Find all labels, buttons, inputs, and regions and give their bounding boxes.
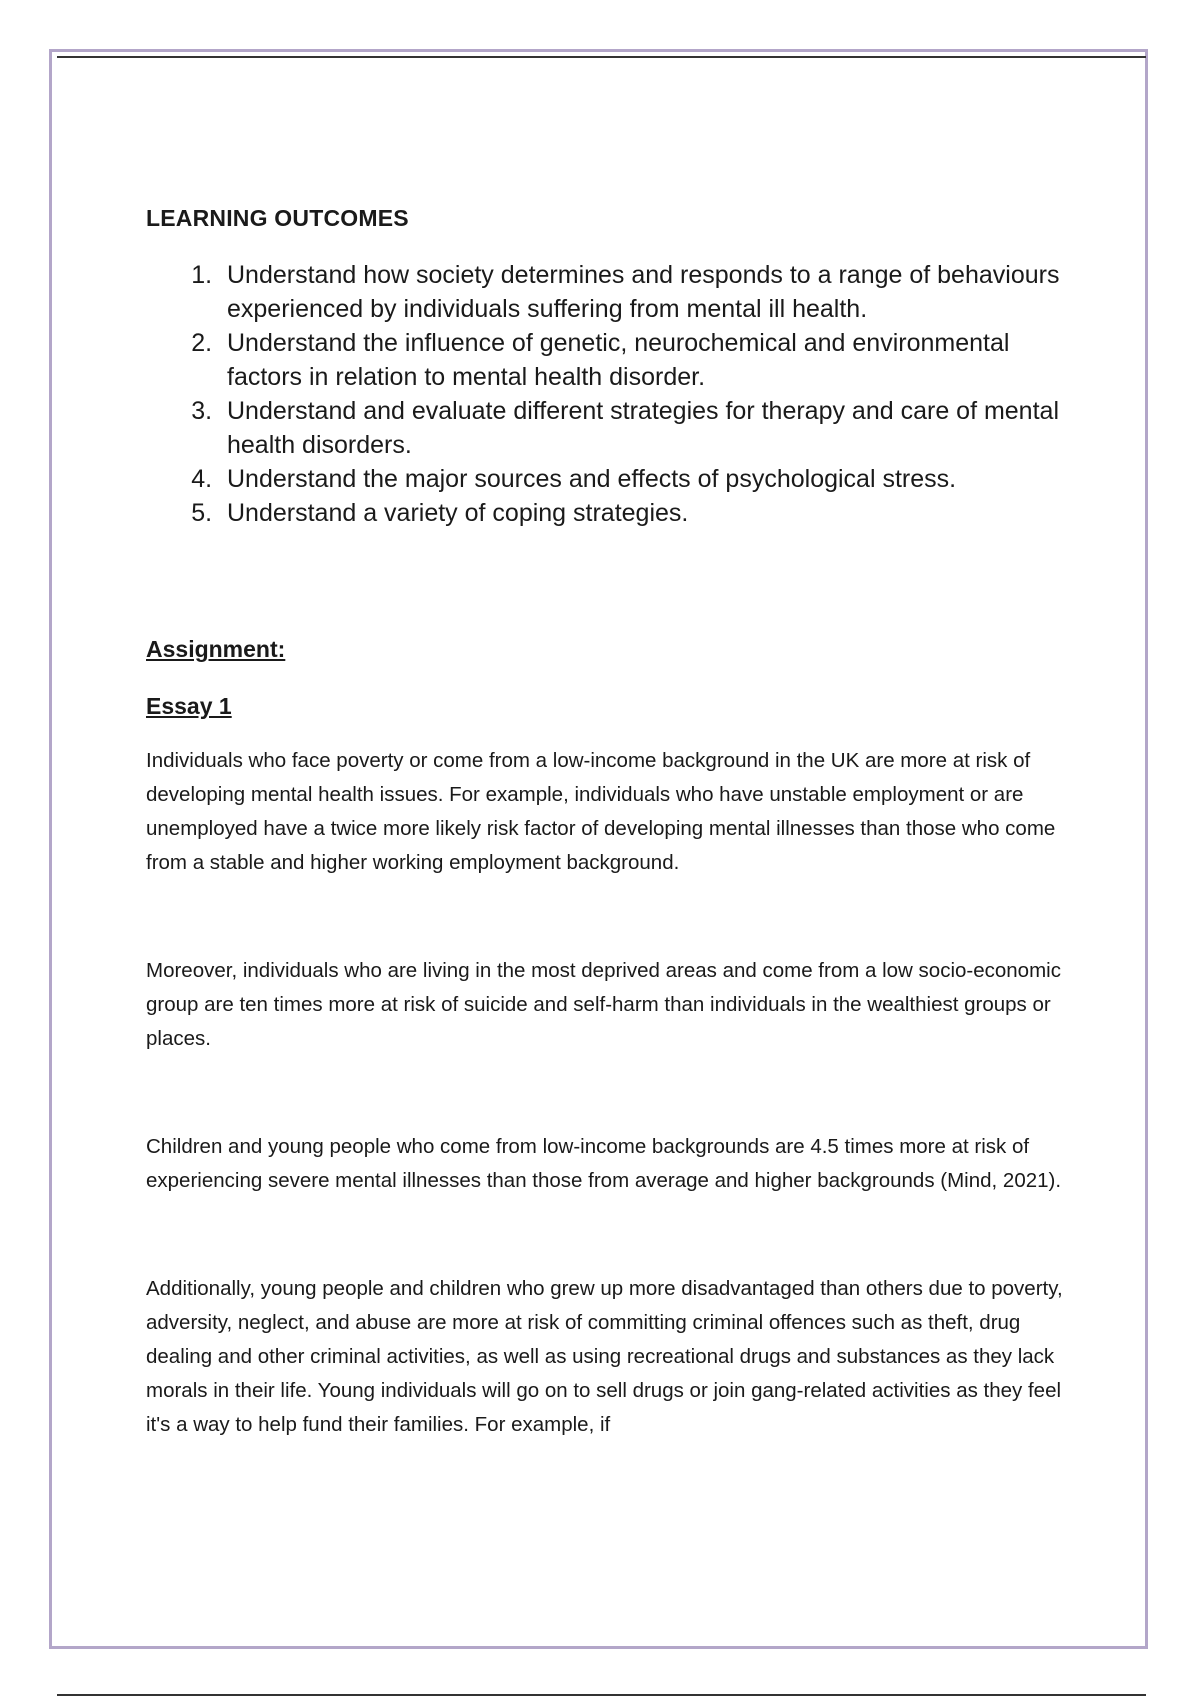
footer-rule (57, 1694, 1146, 1696)
essay-paragraph: Additionally, young people and children who grew up more disadvantaged than others due to poverty, adversity, neglect, and abuse are more at risk of committing criminal offences such as theft, drug dealing and other criminal activities, as well as using recreational drugs and substances as they lack morals in their life. Young individuals will go on to sell drugs or join gang-related activities as they feel it's a way to help fund their families. For example, if (146, 1277, 1063, 1436)
assignment-heading: Assignment: (146, 636, 286, 662)
essay-paragraph: Children and young people who come from low-income backgrounds are 4.5 times more at risk of experiencing severe mental illnesses than those from average and higher backgrounds (Mind, 2021). (146, 1135, 1062, 1192)
learning-outcomes-list (146, 258, 1066, 530)
essay-paragraph: Moreover, individuals who are living in the most deprived areas and come from a low socio-economic group are ten times more at risk of suicide and self-harm than individuals in the wealthiest groups or places. (146, 959, 1061, 1050)
learning-outcome-item: 4. Understand the major sources and effects of psychological stress. (219, 462, 1066, 496)
essay-paragraph: Individuals who face poverty or come from a low-income background in the UK are more at risk of developing mental health issues. For example, individuals who have unstable employment or are unemployed have a twice more likely risk factor of developing mental illnesses than those who come from a stable and higher working employment background. (146, 749, 1056, 874)
learning-outcome-item: 1. Understand how society determines and responds to a range of behaviours experienced by individuals suffering from mental ill health. (219, 258, 1066, 326)
essay-title: Essay 1 (146, 693, 232, 719)
learning-outcome-item: 3. Understand and evaluate different strategies for therapy and care of mental health disorders. (219, 394, 1066, 462)
header-rule (57, 56, 1146, 58)
learning-outcome-item: 5. Understand a variety of coping strategies. (219, 496, 1066, 530)
document-body (146, 205, 1066, 1442)
learning-outcomes-heading: LEARNING OUTCOMES (146, 205, 409, 231)
learning-outcome-item: 2. Understand the influence of genetic, neurochemical and environmental factors in relation to mental health disorder. (219, 326, 1066, 394)
